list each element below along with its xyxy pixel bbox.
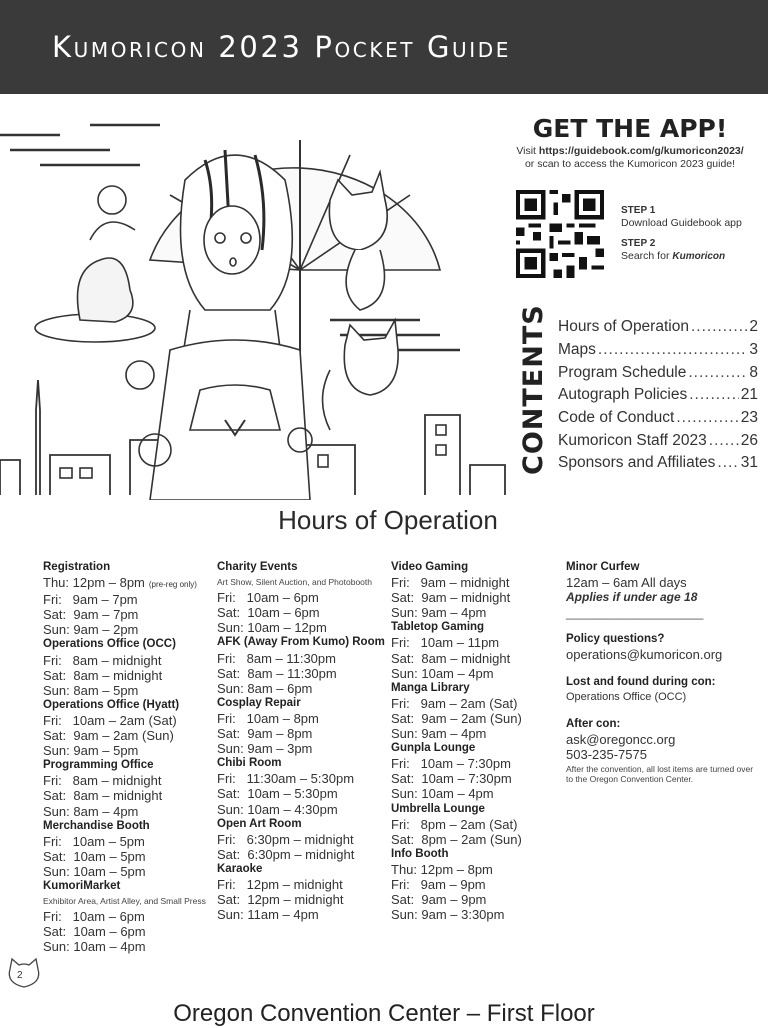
hours-line — [43, 773, 213, 788]
hours-text: Sat: 8am – midnight — [43, 788, 163, 804]
hours-text: Fri: 10am – 6pm — [43, 909, 145, 925]
venue-heading: Open Art Room — [217, 817, 302, 830]
venue-heading: Gunpla Lounge — [391, 742, 476, 755]
hours-line — [43, 592, 213, 607]
step-2-prefix: Search for — [621, 250, 673, 262]
venue-heading: KumoriMarket — [43, 879, 121, 892]
hours-text: Fri: 8am – midnight — [43, 773, 162, 789]
hours-line — [391, 651, 561, 666]
hours-text: Fri: 9am – midnight — [391, 575, 510, 591]
next-section-title: Oregon Convention Center – First Floor — [173, 1000, 595, 1027]
hours-line — [217, 620, 387, 635]
page-title: Kumoricon 2023 Pocket Guide — [52, 30, 511, 64]
hours-text: Sat: 9am – midnight — [391, 590, 511, 606]
hours-line — [391, 832, 561, 847]
hours-line — [391, 817, 561, 832]
venue-subtitle: Art Show, Silent Auction, and Photobooth — [217, 577, 372, 588]
toc-leader — [691, 318, 747, 336]
hours-text: Sun: 10am – 4pm — [391, 665, 494, 681]
hours-text: Sat: 10am – 6pm — [43, 924, 146, 940]
toc-page: 26 — [740, 431, 758, 449]
venue-heading: Operations Office (OCC) — [43, 638, 176, 651]
hours-text: Fri: 9am – 9pm — [391, 876, 486, 892]
toc-item[interactable] — [558, 361, 758, 384]
hours-line — [43, 909, 213, 924]
hours-line — [43, 668, 213, 683]
hours-text: Sun: 8am – 4pm — [43, 803, 139, 819]
hours-text: Fri: 8am – 11:30pm — [217, 650, 336, 666]
policy-heading: Policy questions? — [566, 633, 665, 646]
hours-text: Sun: 10am – 5pm — [43, 863, 146, 879]
hours-line — [391, 696, 561, 711]
hours-text: Fri: 9am – 7pm — [43, 592, 138, 608]
hours-text: Sat: 9am – 7pm — [43, 607, 139, 623]
hours-text: Sun: 9am – 3pm — [217, 741, 313, 757]
hours-line — [217, 605, 387, 620]
hours-text: Sat: 9am – 2am (Sun) — [43, 728, 174, 744]
app-visit-prefix: Visit — [516, 145, 539, 157]
hours-line — [217, 847, 387, 862]
hours-line — [391, 666, 561, 681]
hours-text: Fri: 9am – 2am (Sat) — [391, 695, 518, 711]
hours-text: Fri: 10am – 8pm — [217, 710, 319, 726]
table-of-contents — [558, 316, 758, 475]
toc-item[interactable] — [558, 407, 758, 430]
hours-note: (pre-reg only) — [148, 580, 197, 590]
hours-line — [391, 635, 561, 650]
hours-text: Thu: 12pm – 8pm — [391, 861, 493, 877]
hours-text: Sun: 8am – 6pm — [217, 680, 313, 696]
hours-line — [217, 681, 387, 696]
hours-line — [43, 743, 213, 758]
toc-leader — [676, 409, 738, 427]
cat-icon — [4, 955, 44, 991]
step-2-term: Kumoricon — [672, 251, 726, 262]
toc-label: Autograph Policies — [558, 386, 688, 404]
venue-heading: Chibi Room — [217, 757, 282, 770]
hours-line — [43, 788, 213, 803]
header-banner — [0, 0, 768, 94]
hours-column-1 — [43, 560, 213, 954]
hours-text: Fri: 10am – 11pm — [391, 635, 500, 651]
toc-label: Code of Conduct — [558, 409, 675, 427]
hours-line — [43, 575, 213, 592]
toc-item[interactable] — [558, 452, 758, 475]
hours-heading: Hours of Operation — [278, 505, 498, 535]
hours-text: Sat: 10am – 5pm — [43, 848, 146, 864]
hours-text: Sun: 10am – 4pm — [391, 786, 494, 802]
lost-found-heading: Lost and found during con: — [566, 675, 716, 688]
hours-text: Sat: 8am – midnight — [391, 650, 511, 666]
after-con-phone[interactable]: 503-235-7575 — [566, 746, 647, 762]
hours-text: Sun: 9am – 4pm — [391, 726, 487, 742]
venue-heading: Charity Events — [217, 561, 298, 573]
toc-item[interactable] — [558, 316, 758, 339]
hours-line — [217, 786, 387, 801]
hours-line — [391, 786, 561, 801]
hours-line — [43, 924, 213, 939]
hours-text: Sun: 10am – 4pm — [43, 939, 146, 955]
app-visit-line — [505, 145, 755, 157]
hours-column-3 — [391, 560, 561, 922]
hours-line — [43, 864, 213, 879]
venue-heading: Info Booth — [391, 847, 449, 860]
policy-email-link[interactable]: operations@kumoricon.org — [566, 647, 723, 663]
toc-page: 8 — [749, 363, 758, 381]
hours-line — [391, 726, 561, 741]
hours-line — [43, 607, 213, 622]
toc-label: Sponsors and Affiliates — [558, 454, 716, 472]
hours-text: Sun: 9am – 2pm — [43, 622, 139, 638]
curfew-rule: ___________________ — [566, 605, 704, 621]
hours-info-column — [566, 560, 756, 784]
venue-heading: Karaoke — [217, 862, 263, 875]
venue-heading: Programming Office — [43, 759, 154, 772]
mascot-illustration — [0, 100, 510, 500]
hours-line — [43, 939, 213, 954]
hours-line — [391, 605, 561, 620]
toc-page: 23 — [740, 409, 758, 427]
hours-line — [391, 771, 561, 786]
toc-page: 2 — [749, 318, 758, 336]
hours-text: Sat: 6:30pm – midnight — [217, 846, 355, 862]
hours-line — [43, 804, 213, 819]
toc-leader — [689, 386, 739, 404]
hours-line — [391, 756, 561, 771]
hours-line — [43, 683, 213, 698]
app-url-link[interactable]: https://guidebook.com/g/kumoricon2023/ — [538, 145, 744, 157]
toc-item[interactable] — [558, 339, 758, 362]
hours-text: Sun: 11am – 4pm — [217, 907, 319, 923]
hours-line — [391, 575, 561, 590]
toc-label: Program Schedule — [558, 363, 687, 381]
hours-line — [43, 728, 213, 743]
venue-heading: Merchandise Booth — [43, 819, 150, 832]
hours-text: Sat: 8am – 11:30pm — [217, 665, 337, 681]
hours-line — [43, 653, 213, 668]
hours-text: Sun: 10am – 12pm — [217, 620, 327, 636]
hours-text: Sat: 8am – midnight — [43, 667, 163, 683]
hours-text: Sat: 9am – 8pm — [217, 726, 313, 742]
venue-heading: Cosplay Repair — [217, 696, 301, 709]
hours-line — [391, 907, 561, 922]
curfew-note: Applies if under age 18 — [566, 590, 698, 605]
hours-text: Fri: 6:30pm – midnight — [217, 831, 354, 847]
hours-line — [217, 651, 387, 666]
hours-text: Fri: 12pm – midnight — [217, 876, 343, 892]
hours-text: Sat: 10am – 7:30pm — [391, 771, 512, 787]
hours-line — [217, 666, 387, 681]
toc-page: 3 — [749, 341, 758, 359]
hours-line — [217, 711, 387, 726]
page-number: 2 — [17, 970, 23, 981]
after-con-email-link[interactable]: ask@oregoncc.org — [566, 731, 676, 747]
hours-line — [217, 726, 387, 741]
app-scan-text: or scan to access the Kumoricon 2023 guide! — [524, 158, 736, 170]
toc-leader — [709, 432, 739, 450]
hours-line — [391, 590, 561, 605]
venue-heading: Operations Office (Hyatt) — [43, 698, 180, 711]
hours-line — [217, 832, 387, 847]
hours-text: Sat: 10am – 5:30pm — [217, 786, 338, 802]
toc-item[interactable] — [558, 429, 758, 452]
step-1-text: Download Guidebook app — [621, 217, 742, 229]
toc-page: 21 — [740, 386, 758, 404]
hours-line — [43, 622, 213, 637]
after-con-note: After the convention, all lost items are turned over to the Oregon Convention Center. — [566, 764, 754, 785]
hours-text: Fri: 8pm – 2am (Sat) — [391, 816, 518, 832]
venue-heading: Registration — [43, 561, 111, 573]
hours-line — [217, 771, 387, 786]
hours-line — [217, 892, 387, 907]
step-2-label: STEP 2 — [621, 238, 656, 249]
hours-text: Fri: 10am – 2am (Sat) — [43, 712, 177, 728]
curfew-heading: Minor Curfew — [566, 561, 640, 573]
hours-line — [217, 741, 387, 756]
hours-text: Sun: 10am – 4:30pm — [217, 801, 338, 817]
hours-line — [43, 713, 213, 728]
venue-heading: Manga Library — [391, 681, 470, 694]
hours-text: Sat: 12pm – midnight — [217, 892, 344, 908]
venue-heading: AFK (Away From Kumo) Room — [217, 636, 385, 649]
hours-line — [43, 834, 213, 849]
toc-item[interactable] — [558, 384, 758, 407]
toc-leader — [598, 341, 747, 359]
hours-text: Sat: 9am – 9pm — [391, 892, 487, 908]
after-con-heading: After con: — [566, 717, 621, 730]
toc-leader — [717, 454, 738, 472]
toc-label: Kumoricon Staff 2023 — [558, 431, 707, 449]
app-heading: GET THE APP! — [532, 114, 728, 143]
hours-text: Sat: 9am – 2am (Sun) — [391, 710, 522, 726]
hours-text: Fri: 10am – 6pm — [217, 590, 319, 606]
hours-line — [217, 907, 387, 922]
hours-line — [391, 711, 561, 726]
hours-text: Sun: 8am – 5pm — [43, 682, 139, 698]
step-2 — [621, 237, 725, 263]
hours-text: Fri: 10am – 5pm — [43, 833, 145, 849]
hours-text: Fri: 8am – midnight — [43, 652, 162, 668]
hours-text: Fri: 10am – 7:30pm — [391, 756, 511, 772]
hours-line — [391, 862, 561, 877]
hours-column-2 — [217, 560, 387, 922]
hours-text: Sun: 9am – 5pm — [43, 743, 139, 759]
toc-page: 31 — [740, 454, 758, 472]
hours-line — [391, 877, 561, 892]
toc-leader — [688, 364, 747, 382]
qr-code[interactable] — [516, 190, 604, 278]
venue-heading: Umbrella Lounge — [391, 802, 485, 815]
hours-line — [217, 877, 387, 892]
hours-text: Sat: 10am – 6pm — [217, 605, 320, 621]
hours-text: Sat: 8pm – 2am (Sun) — [391, 831, 522, 847]
curfew-hours: 12am – 6am All days — [566, 575, 687, 591]
step-1 — [621, 204, 742, 229]
venue-heading: Video Gaming — [391, 561, 469, 573]
hours-text: Sun: 9am – 3:30pm — [391, 907, 505, 923]
hours-line — [217, 802, 387, 817]
venue-heading: Tabletop Gaming — [391, 621, 485, 634]
hours-text: Fri: 11:30am – 5:30pm — [217, 771, 355, 787]
contents-heading: CONTENTS — [518, 304, 549, 475]
lost-found-location: Operations Office (OCC) — [566, 690, 687, 703]
hours-line — [217, 590, 387, 605]
hours-text: Thu: 12pm – 8pm — [43, 575, 145, 591]
toc-label: Hours of Operation — [558, 318, 689, 336]
hours-line — [391, 892, 561, 907]
toc-label: Maps — [558, 341, 596, 359]
step-1-label: STEP 1 — [621, 205, 656, 216]
venue-subtitle: Exhibitor Area, Artist Alley, and Small Press — [43, 896, 206, 907]
hours-text: Sun: 9am – 4pm — [391, 605, 487, 621]
hours-line — [43, 849, 213, 864]
